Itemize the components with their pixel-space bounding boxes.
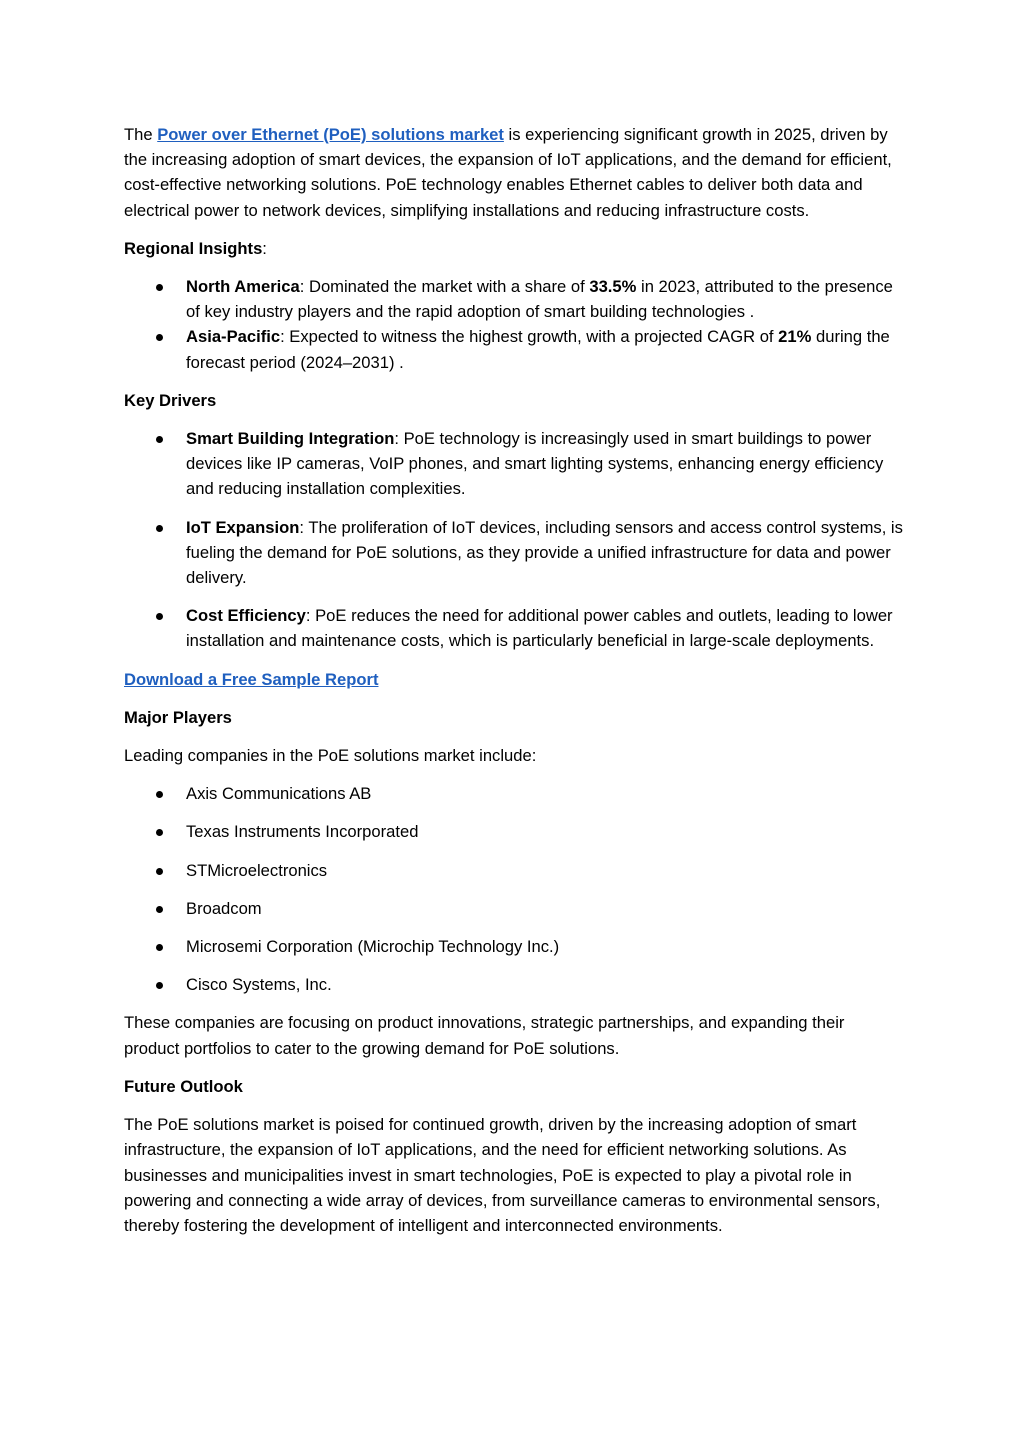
player-name: Axis Communications AB (186, 784, 372, 804)
region-text: : Dominated the market with a share of (299, 277, 590, 297)
player-name: Microsemi Corporation (Microchip Technology Inc.) (186, 937, 560, 957)
player-name: Cisco Systems, Inc. (186, 975, 332, 995)
regional-heading-text: Regional Insights (124, 238, 263, 258)
driver-text: : PoE technology is increasingly used in smart buildings to power devices like IP cameras, VoIP phones, and smart lighting systems, enhancing energy efficiency and reducing installation complexities. (186, 429, 884, 499)
drivers-heading: Key Drivers (124, 390, 217, 410)
region-label: Asia-Pacific (186, 327, 281, 347)
bullet-icon (156, 791, 163, 798)
intro-paragraph (124, 122, 904, 223)
document-body (124, 122, 904, 1251)
regional-heading-colon: : (262, 238, 267, 258)
list-item (124, 426, 904, 502)
region-text: during the forecast period (2024–2031) . (186, 327, 890, 372)
list-item (124, 819, 904, 844)
bullet-icon (156, 613, 163, 620)
bullet-icon (156, 334, 163, 341)
region-value: 21% (778, 327, 812, 347)
player-name: Texas Instruments Incorporated (186, 822, 419, 842)
list-item (124, 515, 904, 591)
driver-label: Cost Efficiency (186, 606, 306, 626)
region-label: North America (186, 277, 300, 297)
bullet-icon (156, 525, 163, 532)
bullet-icon (156, 906, 163, 913)
intro-pre: The (124, 125, 158, 144)
players-list (124, 781, 904, 997)
list-item (124, 972, 904, 997)
drivers-list (124, 426, 904, 654)
intro-post: is experiencing significant growth in 2025, driven by the increasing adoption of smart devices, the expansion of IoT applications, and the demand for efficient, cost-effective networking solutions. PoE technology enables Ethernet cables to deliver both data and electrical power to network devices, simplifying installations and reducing infrastructure costs. (124, 125, 892, 220)
poe-market-link[interactable]: Power over Ethernet (PoE) solutions market (157, 125, 504, 144)
bullet-icon (156, 829, 163, 836)
region-value: 33.5% (589, 277, 637, 297)
bullet-icon (156, 868, 163, 875)
players-heading: Major Players (124, 707, 232, 727)
bullet-icon (156, 982, 163, 989)
download-sample-link[interactable]: Download a Free Sample Report (124, 669, 379, 689)
bullet-icon (156, 436, 163, 443)
list-item (124, 781, 904, 806)
list-item (124, 896, 904, 921)
regional-list (124, 274, 904, 375)
driver-text: : PoE reduces the need for additional power cables and outlets, leading to lower installation and maintenance costs, which is particularly beneficial in large-scale deployments. (186, 606, 893, 651)
list-item (124, 934, 904, 959)
list-item (124, 324, 904, 374)
list-item (124, 858, 904, 883)
region-text: : Expected to witness the highest growth, with a projected CAGR of (280, 327, 779, 347)
players-summary: These companies are focusing on product innovations, strategic partnerships, and expanding their product portfolios to cater to the growing demand for PoE solutions. (124, 1013, 845, 1058)
player-name: Broadcom (186, 898, 262, 918)
list-item (124, 603, 904, 653)
driver-text: : The proliferation of IoT devices, including sensors and access control systems, is fueling the demand for PoE solutions, as they provide a unified infrastructure for data and power delivery. (186, 517, 903, 588)
region-text: in 2023, attributed to the presence of key industry players and the rapid adoption of smart building technologies . (186, 277, 893, 322)
driver-label: IoT Expansion (186, 517, 300, 537)
regional-heading (124, 236, 904, 261)
list-item (124, 274, 904, 324)
players-intro: Leading companies in the PoE solutions market include: (124, 746, 537, 766)
driver-label: Smart Building Integration (186, 429, 395, 449)
player-name: STMicroelectronics (186, 860, 328, 880)
outlook-heading: Future Outlook (124, 1076, 243, 1096)
outlook-paragraph: The PoE solutions market is poised for continued growth, driven by the increasing adoption of smart infrastructure, the expansion of IoT applications, and the need for efficient networking solutions. As businesses and municipalities invest in smart technologies, PoE is expected to play a pivotal role in powering and connecting a wide array of devices, from surveillance cameras to environmental sensors, thereby fostering the development of intelligent and interconnected environments. (124, 1115, 881, 1235)
bullet-icon (156, 944, 163, 951)
download-paragraph (124, 667, 904, 692)
bullet-icon (156, 284, 163, 291)
